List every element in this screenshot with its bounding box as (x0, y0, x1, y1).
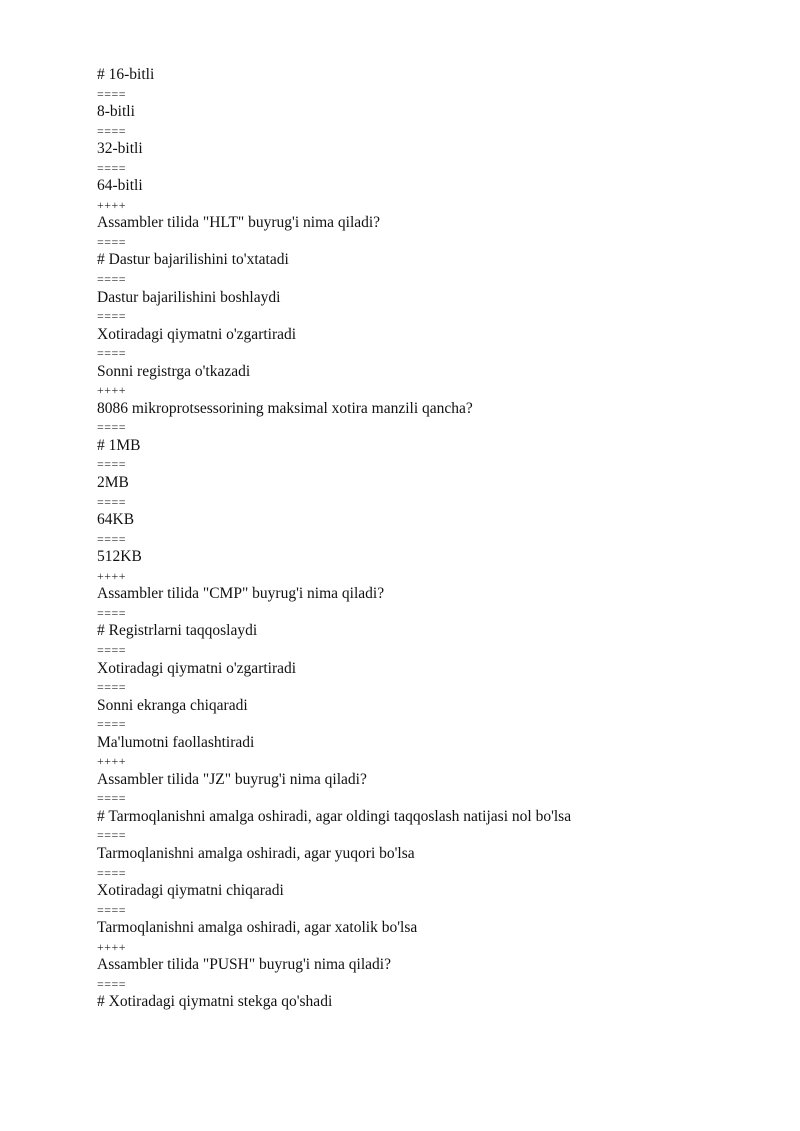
option-separator: ==== (97, 123, 127, 138)
question-separator: ++++ (97, 383, 127, 398)
option-separator: ==== (97, 86, 127, 101)
answer-option-line: 64KB (97, 511, 135, 529)
answer-option-line: Ma'lumotni faollashtiradi (97, 733, 255, 751)
correct-answer-line: # Tarmoqlanishni amalga oshiradi, agar oldingi taqqoslash natijasi nol bo'lsa (97, 807, 572, 825)
answer-option-line: Sonni ekranga chiqaradi (97, 696, 248, 714)
option-separator: ==== (97, 680, 127, 695)
option-separator: ==== (97, 234, 127, 249)
question-line: Assambler tilida "PUSH" buyrug'i nima qiladi? (97, 956, 391, 974)
correct-answer-line: # 1MB (97, 436, 141, 454)
question-line: Assambler tilida "HLT" buyrug'i nima qiladi? (97, 214, 381, 232)
question-separator: ++++ (97, 939, 127, 954)
answer-option-line: Sonni registrga o'tkazadi (97, 362, 251, 380)
option-separator: ==== (97, 457, 127, 472)
answer-option-line: Xotiradagi qiymatni o'zgartiradi (97, 659, 297, 677)
question-line: Assambler tilida "CMP" buyrug'i nima qiladi? (97, 585, 385, 603)
option-separator: ==== (97, 605, 127, 620)
document-body (97, 66, 777, 1012)
question-separator: ++++ (97, 568, 127, 583)
option-separator: ==== (97, 976, 127, 991)
option-separator: ==== (97, 160, 127, 175)
option-separator: ==== (97, 642, 127, 657)
option-separator: ==== (97, 272, 127, 287)
question-separator: ++++ (97, 754, 127, 769)
correct-answer-line: # 16-bitli (97, 66, 155, 83)
answer-option-line: 8-bitli (97, 103, 135, 121)
answer-option-line: Xotiradagi qiymatni o'zgartiradi (97, 325, 297, 343)
question-line: Assambler tilida "JZ" buyrug'i nima qiladi? (97, 770, 367, 788)
option-separator: ==== (97, 865, 127, 880)
correct-answer-line: # Dastur bajarilishini to'xtatadi (97, 251, 289, 269)
question-line: 8086 mikroprotsessorining maksimal xotira manzili qancha? (97, 399, 473, 417)
option-separator: ==== (97, 531, 127, 546)
option-separator: ==== (97, 791, 127, 806)
option-separator: ==== (97, 346, 127, 361)
answer-option-line: 64-bitli (97, 177, 143, 195)
option-separator: ==== (97, 309, 127, 324)
answer-option-line: Xotiradagi qiymatni chiqaradi (97, 882, 284, 900)
option-separator: ==== (97, 494, 127, 509)
answer-option-line: Tarmoqlanishni amalga oshiradi, agar yuqori bo'lsa (97, 844, 415, 862)
option-separator: ==== (97, 420, 127, 435)
question-separator: ++++ (97, 197, 127, 212)
answer-option-line: 32-bitli (97, 140, 143, 158)
correct-answer-line: # Registrlarni taqqoslaydi (97, 622, 258, 640)
answer-option-line: Tarmoqlanishni amalga oshiradi, agar xatolik bo'lsa (97, 919, 418, 937)
answer-option-line: 512KB (97, 548, 142, 566)
answer-option-line: Dastur bajarilishini boshlaydi (97, 288, 281, 306)
option-separator: ==== (97, 828, 127, 843)
correct-answer-line: # Xotiradagi qiymatni stekga qo'shadi (97, 993, 333, 1011)
option-separator: ==== (97, 717, 127, 732)
answer-option-line: 2MB (97, 474, 129, 492)
option-separator: ==== (97, 902, 127, 917)
